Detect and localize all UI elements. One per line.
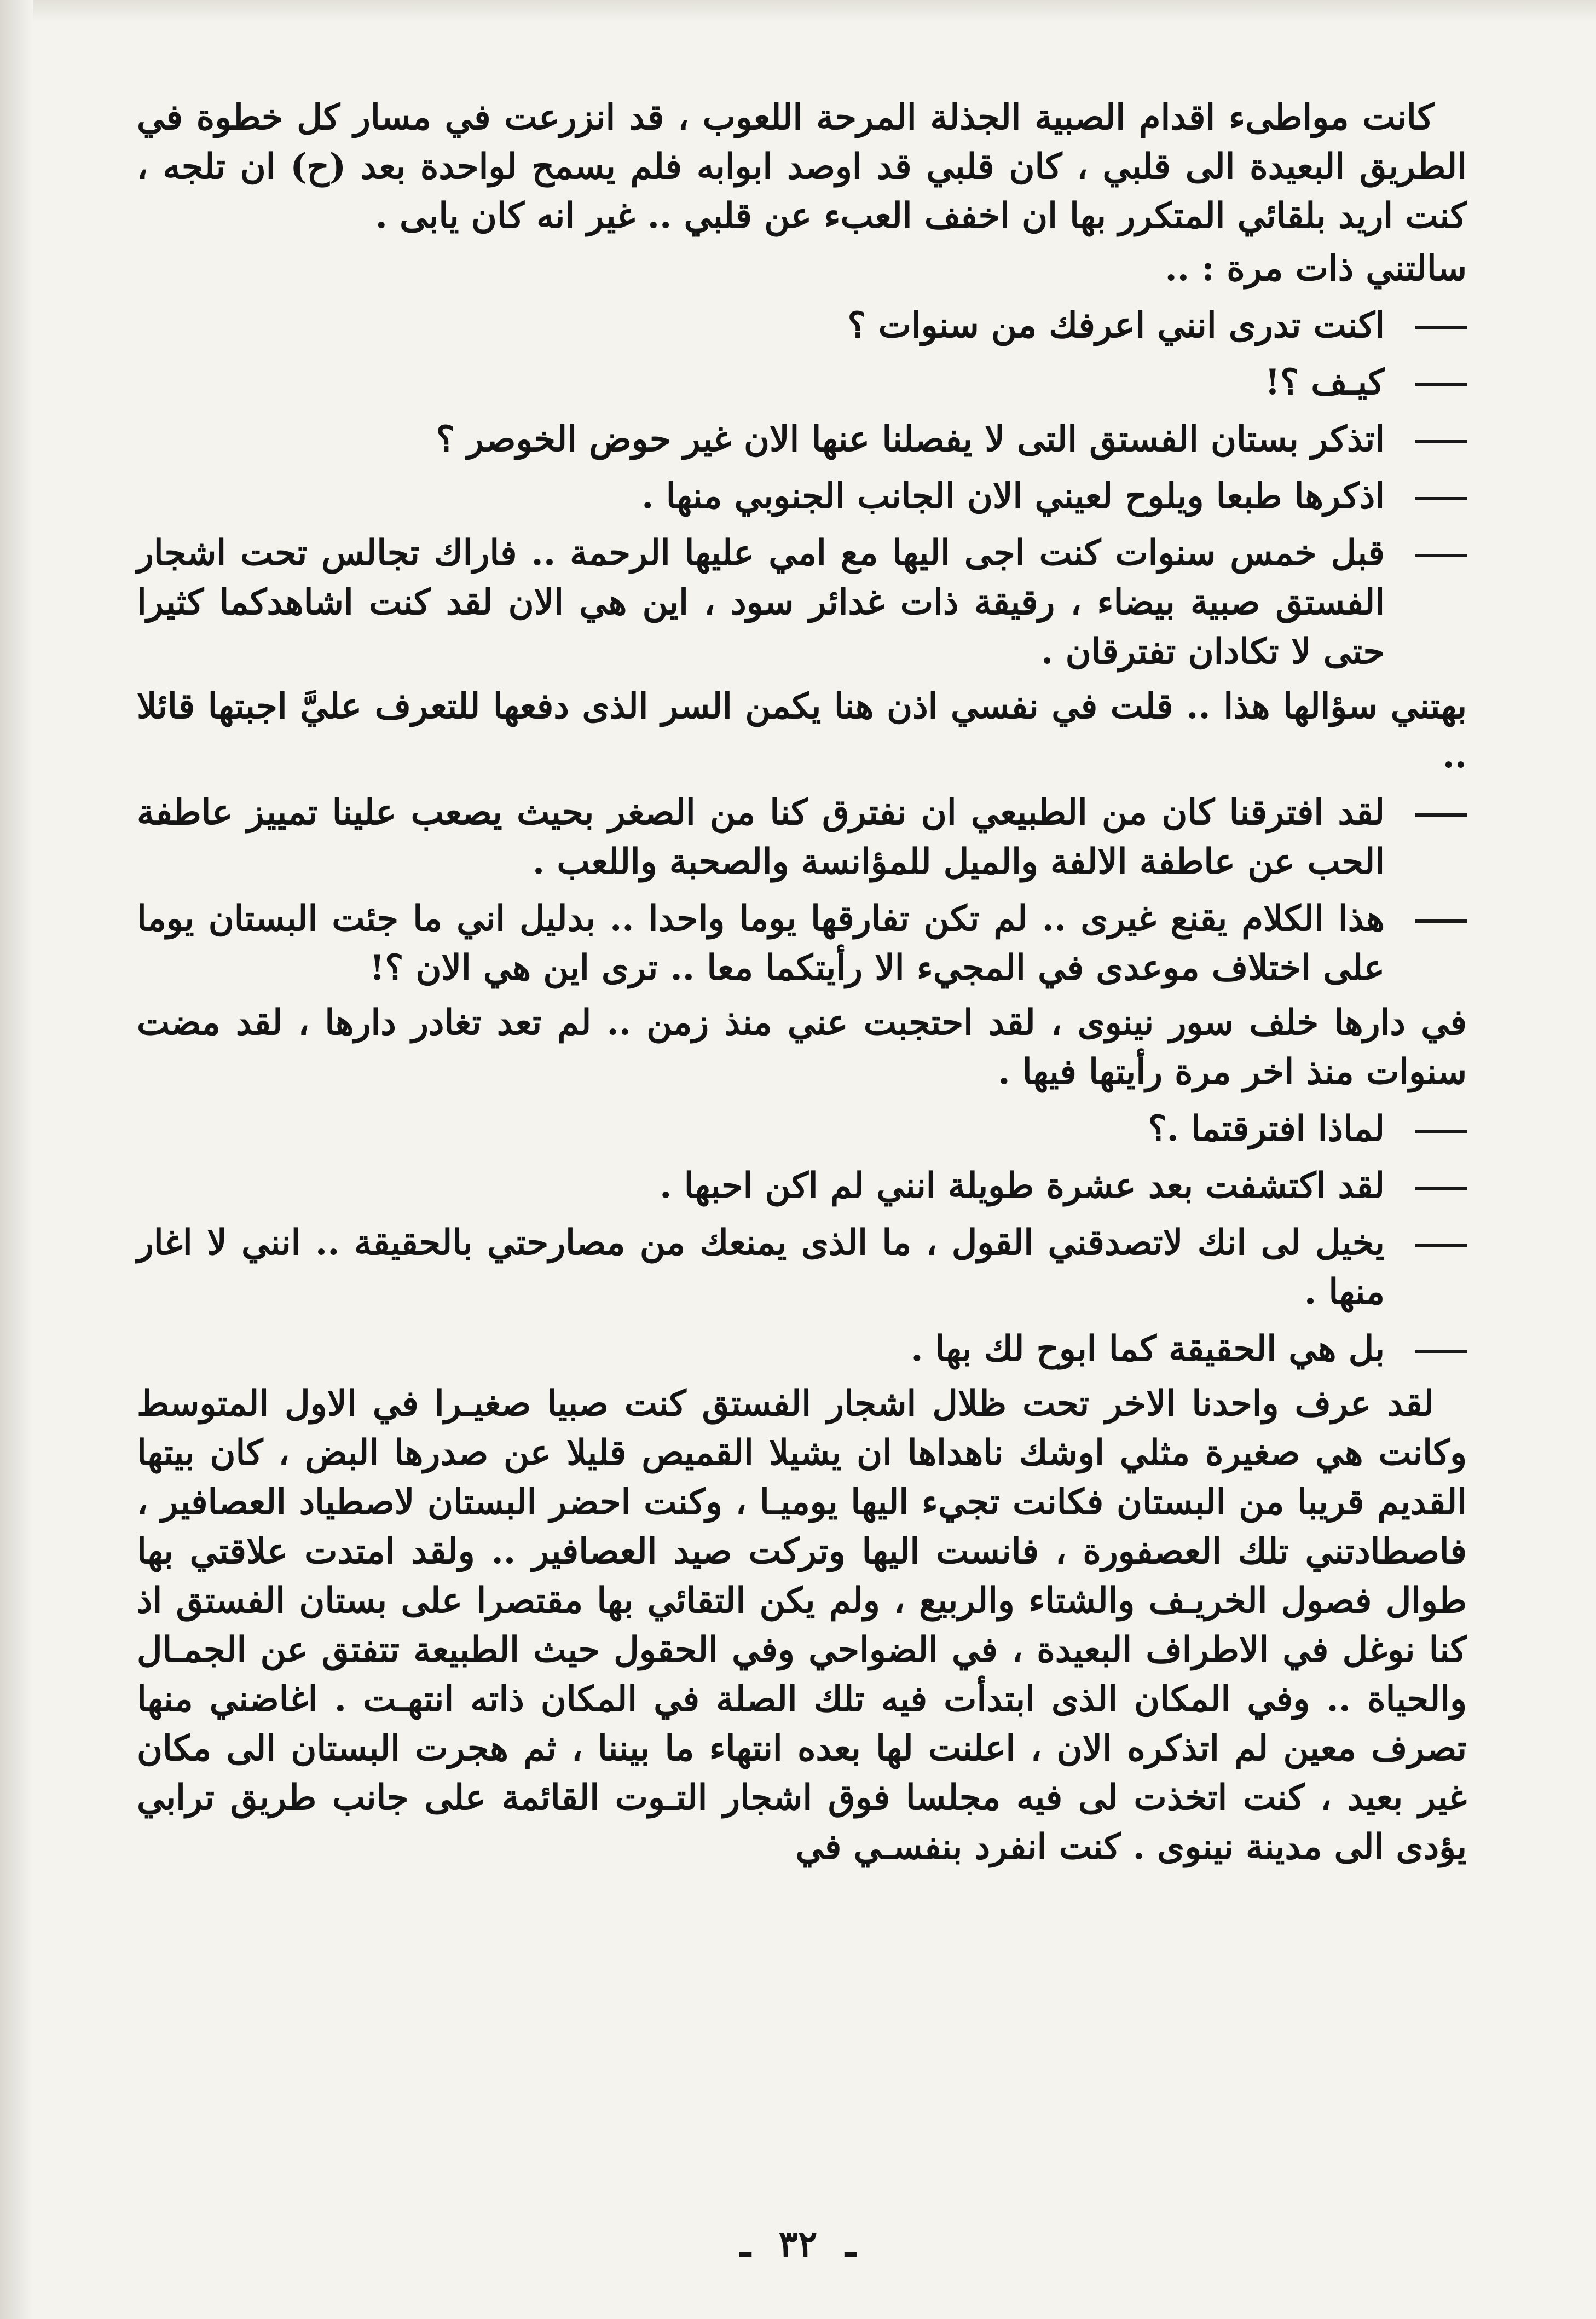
dialogue-line [137, 1161, 1467, 1211]
dialogue-dash [1415, 497, 1467, 500]
dialogue-line [137, 1104, 1467, 1154]
dialogue-dash [1415, 1187, 1467, 1190]
paragraph-text: لقد افترقنا كان من الطبيعي ان نفترق كنا من الصغر بحيث يصعب علينا تمييز عاطفة الحب عن عاطفة الالفة والميل للمؤانسة والصحبة واللعب . [137, 792, 1385, 882]
dialogue-line [137, 301, 1467, 350]
dialogue-dash [1415, 326, 1467, 329]
page-footer [0, 2222, 1596, 2265]
dialogue-dash [1415, 383, 1467, 386]
paragraph-text: يخيل لى انك لاتصدقني القول ، ما الذى يمنعك من مصارحتي بالحقيقة .. انني لا اغار منها . [137, 1222, 1385, 1312]
dialogue-line [137, 894, 1467, 993]
dialogue-dash [1415, 1130, 1467, 1133]
dialogue-dash [1415, 1244, 1467, 1247]
paragraph-text: لقد عرف واحدنا الاخر تحت ظلال اشجار الفستق كنت صبيا صغيـرا في الاول المتوسط وكانت هي صغيرة مثلي اوشك ناهداها ان يشيلا القميص قليلا عن صدرها البض ، كان بيتها القديم قريبا من البستان فكانت تجيء اليها يوميـا ، وكنت احضر البستان لاصطياد العصافير ، فاصطادتني تلك العصفورة ، فانست اليها وتركت صيد العصافير .. ولقد امتدت علاقتي بها طوال فصول الخريـف والشتاء والربيع ، ولم يكن التقائي بها مقتصرا على بستان الفستق اذ كنا نوغل في الاطراف البعيدة ، في الضواحي وفي الحقول حيث الطبيعة تتفتق عن الجمـال والحياة .. وفي المكان الذى ابتدأت فيه تلك الصلة في المكان ذاته انتهـت . اغاضني منها تصرف معين لم اتذكره الان ، اعلنت لها بعده انتهاء ما بيننا ، ثم هجرت البستان الى مكان غير بعيد ، كنت اتخذت لى فيه مجلسا فوق اشجار التـوت القائمة على جانب طريق ترابي يؤدى الى مدينة نينوى . كنت انفرد بنفسـي في [137, 1383, 1467, 1867]
dialogue-line [137, 415, 1467, 464]
dialogue-line [137, 1325, 1467, 1374]
paragraph-text: هذا الكلام يقنع غيرى .. لم تكن تفارقها يوما واحدا .. بدليل اني ما جئت البستان يوما على اختلاف موعدى في المجيء الا رأيتكما معا .. ترى اين هي الان ؟! [137, 898, 1385, 988]
dialogue-line [137, 788, 1467, 887]
paragraph-text: كيـف ؟! [1264, 362, 1385, 403]
page-body [137, 93, 1467, 1872]
footer-dash-right: ـ [845, 2222, 856, 2265]
paragraph-text: لماذا افترقتما .؟ [1148, 1108, 1385, 1149]
dialogue-dash [1415, 1350, 1467, 1353]
scan-left-shadow [0, 0, 33, 2319]
dialogue-line [137, 1218, 1467, 1317]
paragraph [137, 1379, 1467, 1872]
dialogue-line [137, 529, 1467, 676]
paragraph-text: اكنت تدرى انني اعرفك من سنوات ؟ [847, 305, 1385, 346]
paragraph-text: كانت مواطىء اقدام الصبية الجذلة المرحة اللعوب ، قد انزرعت في مسار كل خطوة في الطريق البعيدة الى قلبي ، كان قلبي قد اوصد ابوابه فلم يسمح لواحدة بعد (ح) ان تلجه ، كنت اريد بلقائي المتكرر بها ان اخفف العبء عن قلبي .. غير انه كان يابى . [137, 97, 1467, 236]
paragraph-text: في دارها خلف سور نينوى ، لقد احتجبت عني منذ زمن .. لم تعد تغادر دارها ، لقد مضت سنوات منذ اخر مرة رأيتها فيها . [137, 1002, 1467, 1092]
paragraph-text: بل هي الحقيقة كما ابوح لك بها . [911, 1328, 1385, 1369]
footer-dash-left: ـ [740, 2222, 751, 2265]
paragraph-text: اذكرها طبعا ويلوح لعيني الان الجانب الجنوبي منها . [641, 476, 1385, 517]
dialogue-line [137, 472, 1467, 521]
text-line [137, 682, 1467, 780]
dialogue-line [137, 358, 1467, 407]
text-line [137, 244, 1467, 293]
text-line [137, 998, 1467, 1097]
paragraph-text: اتذكر بستان الفستق التى لا يفصلنا عنها الان غير حوض الخوصر ؟ [436, 419, 1385, 460]
paragraph-text: قبل خمس سنوات كنت اجى اليها مع امي عليها الرحمة .. فاراك تجالس تحت اشجار الفستق صبية بيضاء ، رقيقة ذات غدائر سود ، اين هي الان لقد كنت اشاهدكما كثيرا حتى لا تكادان تفترقان . [137, 533, 1385, 672]
paragraph-text: بهتني سؤالها هذا .. قلت في نفسي اذن هنا يكمن السر الذى دفعها للتعرف عليَّ اجبتها قائلا .. [137, 686, 1467, 776]
dialogue-dash [1415, 440, 1467, 443]
paragraph-text: لقد اكتشفت بعد عشرة طويلة انني لم اكن احبها . [660, 1165, 1385, 1206]
dialogue-dash [1415, 554, 1467, 557]
dialogue-dash [1415, 919, 1467, 923]
scan-top-shadow [0, 0, 1596, 22]
dialogue-dash [1415, 813, 1467, 817]
paragraph-text: سالتني ذات مرة : .. [1165, 248, 1467, 289]
paragraph [137, 93, 1467, 241]
page-number: ٣٢ [778, 2222, 818, 2265]
